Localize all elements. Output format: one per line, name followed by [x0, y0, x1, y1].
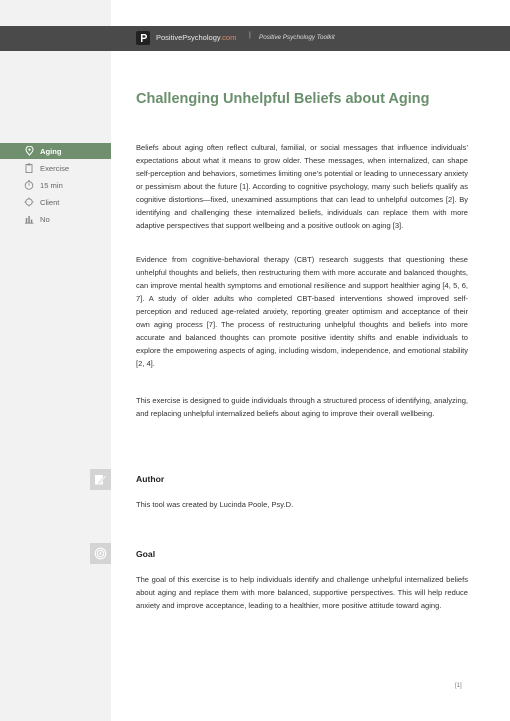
meta-item-topic — [24, 143, 62, 159]
chart-icon — [24, 214, 34, 224]
meta-label: Exercise — [40, 163, 70, 173]
meta-item-type — [24, 160, 69, 176]
meta-item-audience — [24, 194, 59, 210]
sidebar-background — [0, 0, 111, 721]
toolkit-label: Positive Psychology Toolkit — [259, 34, 335, 41]
brand-name — [156, 33, 236, 42]
brand-main: PositivePsychology — [156, 33, 221, 42]
target-person-icon — [24, 197, 34, 207]
header-band-left — [0, 26, 111, 51]
meta-label: No — [40, 214, 50, 224]
brand-suffix: .com — [220, 33, 237, 42]
intro-paragraph-1: Beliefs about aging often reflect cultural, familial, or social messages that influence individuals’ expectations about what it means to grow older. These messages, when internalized, can shape self-perception and behaviors, sometimes limiting one’s potential or leading to unnecessary anxiety or pessimism about the future [1]. According to cognitive psychology, many such beliefs qualify as cognitive distortions—fixed, unexamined assumptions that can lead to unhelpful outcomes [2]. By identifying and challenging these internalized beliefs, individuals can replace them with more adaptive perspectives that support wellbeing and a positive outlook on aging [3]. — [136, 143, 468, 230]
meta-item-score — [24, 211, 50, 227]
header-separator: | — [249, 32, 251, 39]
pin-icon — [24, 146, 34, 156]
intro-paragraph-3: This exercise is designed to guide individuals through a structured process of identifying, analyzing, and replacing unhelpful internalized beliefs about aging to improve their overall wellbeing. — [136, 396, 468, 418]
meta-label: Aging — [40, 146, 62, 156]
goal-text: The goal of this exercise is to help individuals identify and challenge unhelpful internalized beliefs about aging and replace them with more balanced, supportive perspectives. This will help reduce anxiety and improve acceptance, leading to a healthier, more positive attitude toward aging. — [136, 575, 468, 610]
meta-label: Client — [40, 197, 60, 207]
brand-logo-icon — [136, 31, 150, 45]
page-title: Challenging Unhelpful Beliefs about Aging — [136, 91, 430, 107]
pencil-icon — [90, 469, 111, 490]
meta-item-duration — [24, 177, 63, 193]
meta-label: 15 min — [40, 180, 63, 190]
goal-heading: Goal — [136, 549, 156, 559]
author-text: This tool was created by Lucinda Poole, Psy.D. — [136, 500, 294, 509]
author-heading: Author — [136, 474, 165, 484]
goal-target-icon — [90, 543, 111, 564]
timer-icon — [24, 180, 34, 190]
page-number: [1] — [455, 683, 462, 689]
intro-paragraph-2: Evidence from cognitive-behavioral therapy (CBT) research suggests that questioning these unhelpful thoughts and beliefs, then restructuring them with more accurate and balanced thoughts, can improve mental health symptoms and emotional resilience and support healthier aging [4, 5, 6, 7]. A study of older adults who completed CBT-based interventions showed improved self-perception and reduced age-related anxiety, reporting greater optimism and acceptance of their own aging process [7]. The process of restructuring unhelpful thoughts and beliefs into more accurate and balanced thoughts can promote positive identity shifts and enable individuals to explore the empowering aspects of aging, including wisdom, independence, and emotional stability [2, 4]. — [136, 255, 468, 368]
clipboard-icon — [24, 163, 34, 173]
